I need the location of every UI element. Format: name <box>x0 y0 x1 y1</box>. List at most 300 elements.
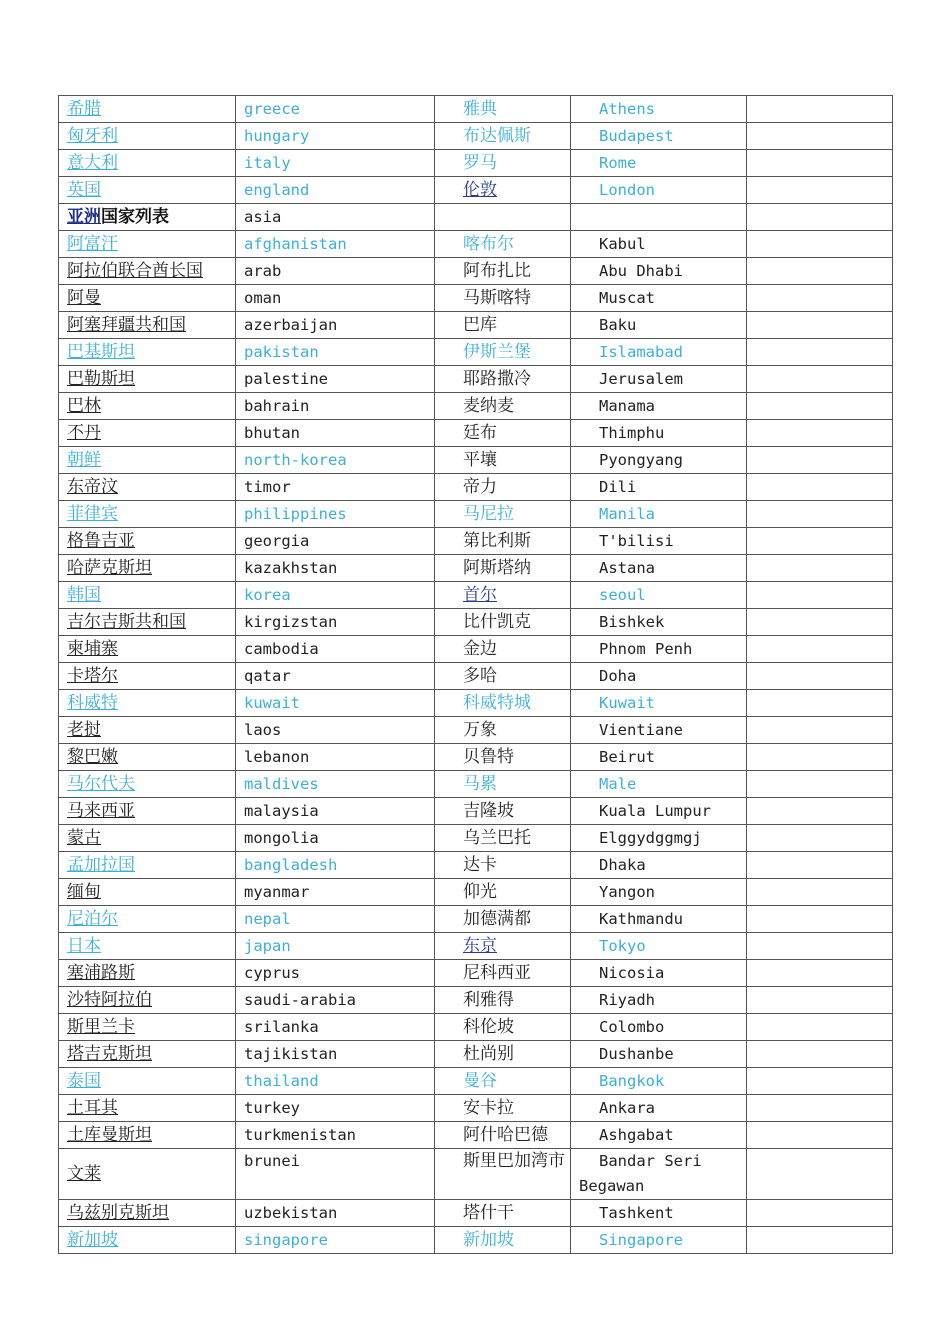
country-name-en-cell: srilanka <box>236 1014 435 1041</box>
table-row <box>59 501 893 528</box>
table-row <box>59 879 893 906</box>
country-name-cn-cell <box>59 366 236 393</box>
country-name-cn-cell <box>59 285 236 312</box>
country-name-cn-cell <box>59 474 236 501</box>
empty-cell <box>747 285 893 312</box>
continent-link[interactable]: 亚洲 <box>67 207 101 227</box>
country-name-en-cell: laos <box>236 717 435 744</box>
country-name-cn-cell <box>59 771 236 798</box>
country-name-en-cell: brunei <box>236 1149 435 1200</box>
capital-name-cn-cell: 马斯喀特 <box>435 285 571 312</box>
country-link[interactable]: 卡塔尔 <box>67 666 118 686</box>
country-link[interactable]: 阿拉伯联合酋长国 <box>67 261 203 281</box>
capital-name-cn-cell: 帝力 <box>435 474 571 501</box>
capital-name-en-cell: Dhaka <box>571 852 747 879</box>
capital-name-en-cell: Pyongyang <box>571 447 747 474</box>
capital-name-cn-cell: 耶路撒冷 <box>435 366 571 393</box>
empty-cell <box>747 771 893 798</box>
capital-name-en-cell: Kathmandu <box>571 906 747 933</box>
country-name-cn-cell <box>59 1122 236 1149</box>
capital-name-en-cell: Vientiane <box>571 717 747 744</box>
country-name-cn-cell <box>59 123 236 150</box>
country-name-en-cell: arab <box>236 258 435 285</box>
country-name-en-cell: pakistan <box>236 339 435 366</box>
capital-name-en-cell: Jerusalem <box>571 366 747 393</box>
country-link[interactable]: 意大利 <box>67 153 118 173</box>
table-row <box>59 1041 893 1068</box>
country-name-cn-cell <box>59 825 236 852</box>
table-row <box>59 258 893 285</box>
empty-cell <box>747 123 893 150</box>
capital-name-cn-cell: 布达佩斯 <box>435 123 571 150</box>
empty-cell <box>747 528 893 555</box>
country-name-cn-cell <box>59 987 236 1014</box>
capital-name-en-cell: Ashgabat <box>571 1122 747 1149</box>
capital-name-en-cell: Bangkok <box>571 1068 747 1095</box>
country-name-cn-cell <box>59 852 236 879</box>
country-name-en-cell: kirgizstan <box>236 609 435 636</box>
capital-name-cn-cell: 马累 <box>435 771 571 798</box>
table-row <box>59 1227 893 1254</box>
country-name-en-cell: nepal <box>236 906 435 933</box>
table-row <box>59 150 893 177</box>
country-name-cn-cell <box>59 636 236 663</box>
country-name-en-cell: hungary <box>236 123 435 150</box>
country-name-cn-cell <box>59 960 236 987</box>
capital-name-cn-cell: 达卡 <box>435 852 571 879</box>
capital-name-en-cell: Baku <box>571 312 747 339</box>
empty-cell <box>747 204 893 231</box>
capital-name-en-cell: Singapore <box>571 1227 747 1254</box>
table-row <box>59 123 893 150</box>
country-name-cn-cell <box>59 1095 236 1122</box>
table-row <box>59 312 893 339</box>
capital-link[interactable]: 东京 <box>463 936 497 956</box>
country-link[interactable]: 韩国 <box>67 585 101 605</box>
country-link[interactable]: 吉尔吉斯共和国 <box>67 612 186 632</box>
country-name-cn-cell <box>59 312 236 339</box>
table-row <box>59 663 893 690</box>
capital-name-en-cell: seoul <box>571 582 747 609</box>
table-row <box>59 339 893 366</box>
empty-cell <box>747 582 893 609</box>
country-link[interactable]: 哈萨克斯坦 <box>67 558 152 578</box>
country-link[interactable]: 蒙古 <box>67 828 101 848</box>
country-name-en-cell: mongolia <box>236 825 435 852</box>
country-name-cn-cell <box>59 1068 236 1095</box>
capital-name-cn-cell: 加德满都 <box>435 906 571 933</box>
country-name-cn-cell <box>59 420 236 447</box>
empty-cell <box>747 1122 893 1149</box>
country-name-cn-cell <box>59 798 236 825</box>
table-row <box>59 1200 893 1227</box>
empty-cell <box>747 231 893 258</box>
country-name-en-cell: maldives <box>236 771 435 798</box>
table-row <box>59 366 893 393</box>
country-link[interactable]: 柬埔寨 <box>67 639 118 659</box>
capital-name-en-cell: Nicosia <box>571 960 747 987</box>
capital-name-cn-cell: 利雅得 <box>435 987 571 1014</box>
table-row <box>59 609 893 636</box>
capital-name-cn-cell: 雅典 <box>435 96 571 123</box>
country-name-en-cell: cambodia <box>236 636 435 663</box>
country-link[interactable]: 土库曼斯坦 <box>67 1125 152 1145</box>
capital-name-cn-cell <box>435 177 571 204</box>
country-name-cn-cell <box>59 609 236 636</box>
capital-name-en-cell: Kabul <box>571 231 747 258</box>
table-row <box>59 474 893 501</box>
empty-cell <box>747 717 893 744</box>
country-link[interactable]: 泰国 <box>67 1071 101 1091</box>
country-link[interactable]: 马尔代夫 <box>67 774 135 794</box>
capital-name-cn-cell: 杜尚别 <box>435 1041 571 1068</box>
country-name-en-cell: oman <box>236 285 435 312</box>
country-name-en-cell: uzbekistan <box>236 1200 435 1227</box>
empty-cell <box>747 879 893 906</box>
country-link[interactable]: 不丹 <box>67 423 101 443</box>
empty-cell <box>747 609 893 636</box>
empty-cell <box>747 177 893 204</box>
country-name-cn-cell <box>59 501 236 528</box>
country-link[interactable]: 土耳其 <box>67 1098 118 1118</box>
country-link[interactable]: 巴基斯坦 <box>67 342 135 362</box>
capital-name-cn-cell: 比什凯克 <box>435 609 571 636</box>
country-name-cn-cell <box>59 933 236 960</box>
country-link[interactable]: 科威特 <box>67 693 118 713</box>
empty-cell <box>747 663 893 690</box>
capital-name-en-cell: Budapest <box>571 123 747 150</box>
table-row <box>59 933 893 960</box>
capital-name-cn-cell: 廷布 <box>435 420 571 447</box>
country-name-en-cell: kazakhstan <box>236 555 435 582</box>
country-name-en-cell: qatar <box>236 663 435 690</box>
capital-name-cn-cell: 新加坡 <box>435 1227 571 1254</box>
country-name-en-cell: myanmar <box>236 879 435 906</box>
country-link[interactable]: 菲律宾 <box>67 504 118 524</box>
country-name-cn-cell <box>59 1014 236 1041</box>
country-capital-table <box>58 95 893 1254</box>
capital-name-en-cell: Male <box>571 771 747 798</box>
country-name-en-cell: lebanon <box>236 744 435 771</box>
capital-name-en-cell: Tashkent <box>571 1200 747 1227</box>
country-name-cn-cell <box>59 1200 236 1227</box>
capital-name-en-cell: London <box>571 177 747 204</box>
table-row <box>59 420 893 447</box>
capital-name-en-cell: Beirut <box>571 744 747 771</box>
capital-name-cn-cell: 科威特城 <box>435 690 571 717</box>
country-link[interactable]: 巴勒斯坦 <box>67 369 135 389</box>
capital-name-cn-cell <box>435 582 571 609</box>
empty-cell <box>747 96 893 123</box>
country-name-en-cell: palestine <box>236 366 435 393</box>
capital-name-en-cell: Rome <box>571 150 747 177</box>
country-name-cn-cell <box>59 528 236 555</box>
table-body <box>59 96 893 1254</box>
country-link[interactable]: 文莱 <box>67 1164 101 1184</box>
capital-link[interactable]: 首尔 <box>463 585 497 605</box>
capital-name-en-cell: Islamabad <box>571 339 747 366</box>
country-link[interactable]: 日本 <box>67 936 101 956</box>
empty-cell <box>747 906 893 933</box>
country-name-cn-cell <box>59 879 236 906</box>
country-name-en-cell: azerbaijan <box>236 312 435 339</box>
country-link[interactable]: 沙特阿拉伯 <box>67 990 152 1010</box>
empty-cell <box>747 366 893 393</box>
table-row <box>59 177 893 204</box>
capital-name-en-cell: Yangon <box>571 879 747 906</box>
capital-name-en-cell <box>571 204 747 231</box>
country-link[interactable]: 阿富汗 <box>67 234 118 254</box>
country-name-en-cell: bangladesh <box>236 852 435 879</box>
country-link[interactable]: 缅甸 <box>67 882 101 902</box>
country-name-cn-cell <box>59 231 236 258</box>
country-name-cn-cell <box>59 1041 236 1068</box>
empty-cell <box>747 393 893 420</box>
country-name-en-cell: greece <box>236 96 435 123</box>
country-link[interactable]: 斯里兰卡 <box>67 1017 135 1037</box>
country-link[interactable]: 阿塞拜疆共和国 <box>67 315 186 335</box>
capital-name-cn-cell: 阿什哈巴德 <box>435 1122 571 1149</box>
capital-name-en-cell: Tokyo <box>571 933 747 960</box>
country-name-cn-cell <box>59 906 236 933</box>
table-row <box>59 636 893 663</box>
empty-cell <box>747 555 893 582</box>
country-name-en-cell: north-korea <box>236 447 435 474</box>
country-name-cn-cell <box>59 447 236 474</box>
country-name-cn-cell <box>59 555 236 582</box>
empty-cell <box>747 987 893 1014</box>
capital-name-cn-cell: 贝鲁特 <box>435 744 571 771</box>
country-capital-table-container <box>58 95 893 1254</box>
country-name-cn-cell <box>59 177 236 204</box>
country-link[interactable]: 乌兹别克斯坦 <box>67 1203 169 1223</box>
country-link[interactable]: 巴林 <box>67 396 101 416</box>
capital-name-cn-cell: 乌兰巴托 <box>435 825 571 852</box>
capital-name-en-cell: Dushanbe <box>571 1041 747 1068</box>
capital-name-cn-cell: 曼谷 <box>435 1068 571 1095</box>
table-row <box>59 906 893 933</box>
capital-name-en-cell: Athens <box>571 96 747 123</box>
country-name-cn-cell <box>59 204 236 231</box>
country-name-en-cell: georgia <box>236 528 435 555</box>
capital-name-cn-cell: 麦纳麦 <box>435 393 571 420</box>
capital-name-cn-cell: 第比利斯 <box>435 528 571 555</box>
capital-name-cn-cell: 斯里巴加湾市 <box>435 1149 571 1200</box>
country-name-cn-cell <box>59 393 236 420</box>
table-row <box>59 1149 893 1200</box>
table-row <box>59 825 893 852</box>
table-row <box>59 96 893 123</box>
country-name-en-cell: italy <box>236 150 435 177</box>
empty-cell <box>747 258 893 285</box>
empty-cell <box>747 744 893 771</box>
country-link[interactable]: 马来西亚 <box>67 801 135 821</box>
country-name-en-cell: asia <box>236 204 435 231</box>
capital-name-en-cell: Thimphu <box>571 420 747 447</box>
country-name-en-cell: tajikistan <box>236 1041 435 1068</box>
country-link[interactable]: 老挝 <box>67 720 101 740</box>
capital-name-cn-cell: 塔什干 <box>435 1200 571 1227</box>
capital-name-cn-cell: 罗马 <box>435 150 571 177</box>
capital-name-cn-cell: 伊斯兰堡 <box>435 339 571 366</box>
country-name-en-cell: malaysia <box>236 798 435 825</box>
country-link[interactable]: 塔吉克斯坦 <box>67 1044 152 1064</box>
country-name-en-cell: england <box>236 177 435 204</box>
country-link[interactable]: 格鲁吉亚 <box>67 531 135 551</box>
table-row <box>59 1095 893 1122</box>
capital-name-en-cell: Phnom Penh <box>571 636 747 663</box>
capital-name-en-cell: Bandar Seri Begawan <box>571 1149 747 1200</box>
country-name-cn-cell <box>59 1149 236 1200</box>
capital-name-cn-cell: 安卡拉 <box>435 1095 571 1122</box>
empty-cell <box>747 474 893 501</box>
country-name-en-cell: turkmenistan <box>236 1122 435 1149</box>
capital-name-en-cell: Abu Dhabi <box>571 258 747 285</box>
country-name-en-cell: bhutan <box>236 420 435 447</box>
country-link[interactable]: 新加坡 <box>67 1230 118 1250</box>
capital-name-en-cell: Riyadh <box>571 987 747 1014</box>
country-name-cn-cell <box>59 663 236 690</box>
capital-name-en-cell: T'bilisi <box>571 528 747 555</box>
country-name-cn-cell <box>59 717 236 744</box>
empty-cell <box>747 1200 893 1227</box>
capital-name-cn-cell <box>435 204 571 231</box>
capital-name-en-cell: Ankara <box>571 1095 747 1122</box>
capital-name-cn-cell: 仰光 <box>435 879 571 906</box>
country-link[interactable]: 东帝汶 <box>67 477 118 497</box>
empty-cell <box>747 960 893 987</box>
table-row <box>59 798 893 825</box>
country-name-cn-cell <box>59 96 236 123</box>
country-name-en-cell: timor <box>236 474 435 501</box>
empty-cell <box>747 420 893 447</box>
empty-cell <box>747 1149 893 1200</box>
country-name-en-cell: afghanistan <box>236 231 435 258</box>
table-row <box>59 393 893 420</box>
table-row <box>59 987 893 1014</box>
table-row <box>59 744 893 771</box>
capital-name-cn-cell: 巴库 <box>435 312 571 339</box>
country-link[interactable]: 尼泊尔 <box>67 909 118 929</box>
table-row <box>59 717 893 744</box>
empty-cell <box>747 1041 893 1068</box>
capital-name-cn-cell: 平壤 <box>435 447 571 474</box>
country-name-cn-cell <box>59 744 236 771</box>
empty-cell <box>747 150 893 177</box>
capital-name-cn-cell: 喀布尔 <box>435 231 571 258</box>
country-name-en-cell: thailand <box>236 1068 435 1095</box>
country-link[interactable]: 塞浦路斯 <box>67 963 135 983</box>
country-link[interactable]: 黎巴嫩 <box>67 747 118 767</box>
capital-name-en-cell: Kuala Lumpur <box>571 798 747 825</box>
empty-cell <box>747 312 893 339</box>
country-name-cn-cell <box>59 582 236 609</box>
capital-name-en-cell: Muscat <box>571 285 747 312</box>
country-name-en-cell: turkey <box>236 1095 435 1122</box>
capital-link[interactable]: 伦敦 <box>463 180 497 200</box>
capital-name-cn-cell: 金边 <box>435 636 571 663</box>
table-row <box>59 690 893 717</box>
country-name-cn-cell <box>59 690 236 717</box>
capital-name-en-cell: Colombo <box>571 1014 747 1041</box>
capital-name-cn-cell: 万象 <box>435 717 571 744</box>
capital-name-en-cell: Elggydggmgj <box>571 825 747 852</box>
table-row <box>59 1068 893 1095</box>
country-name-cn-cell <box>59 339 236 366</box>
empty-cell <box>747 690 893 717</box>
empty-cell <box>747 1227 893 1254</box>
empty-cell <box>747 798 893 825</box>
table-row <box>59 204 893 231</box>
capital-name-en-cell: Manila <box>571 501 747 528</box>
capital-name-cn-cell: 吉隆坡 <box>435 798 571 825</box>
table-row <box>59 555 893 582</box>
capital-name-en-cell: Manama <box>571 393 747 420</box>
country-name-cn-cell <box>59 1227 236 1254</box>
capital-name-cn-cell: 马尼拉 <box>435 501 571 528</box>
table-row <box>59 285 893 312</box>
country-name-en-cell: japan <box>236 933 435 960</box>
country-link[interactable]: 孟加拉国 <box>67 855 135 875</box>
country-link[interactable]: 朝鲜 <box>67 450 101 470</box>
country-link[interactable]: 阿曼 <box>67 288 101 308</box>
empty-cell <box>747 852 893 879</box>
table-row <box>59 582 893 609</box>
capital-name-cn-cell: 尼科西亚 <box>435 960 571 987</box>
country-link[interactable]: 匈牙利 <box>67 126 118 146</box>
country-name-cn-cell <box>59 258 236 285</box>
country-name-cn-cell <box>59 150 236 177</box>
empty-cell <box>747 933 893 960</box>
table-row <box>59 960 893 987</box>
capital-name-en-cell: Bishkek <box>571 609 747 636</box>
empty-cell <box>747 447 893 474</box>
country-name-en-cell: saudi-arabia <box>236 987 435 1014</box>
empty-cell <box>747 339 893 366</box>
capital-name-cn-cell: 多哈 <box>435 663 571 690</box>
table-row <box>59 231 893 258</box>
country-name-en-cell: bahrain <box>236 393 435 420</box>
empty-cell <box>747 1014 893 1041</box>
table-row <box>59 528 893 555</box>
capital-name-cn-cell: 阿斯塔纳 <box>435 555 571 582</box>
empty-cell <box>747 636 893 663</box>
capital-name-cn-cell: 科伦坡 <box>435 1014 571 1041</box>
country-link[interactable]: 英国 <box>67 180 101 200</box>
capital-name-en-cell: Astana <box>571 555 747 582</box>
empty-cell <box>747 825 893 852</box>
country-link[interactable]: 希腊 <box>67 99 101 119</box>
empty-cell <box>747 1095 893 1122</box>
table-row <box>59 447 893 474</box>
capital-name-en-cell: Dili <box>571 474 747 501</box>
country-name-en-cell: kuwait <box>236 690 435 717</box>
country-name-en-cell: singapore <box>236 1227 435 1254</box>
country-name-en-cell: philippines <box>236 501 435 528</box>
empty-cell <box>747 1068 893 1095</box>
table-row <box>59 771 893 798</box>
capital-name-cn-cell: 阿布扎比 <box>435 258 571 285</box>
capital-name-en-cell: Doha <box>571 663 747 690</box>
table-row <box>59 1122 893 1149</box>
empty-cell <box>747 501 893 528</box>
table-row <box>59 852 893 879</box>
country-name-en-cell: korea <box>236 582 435 609</box>
heading-text: 国家列表 <box>101 207 169 227</box>
table-row <box>59 1014 893 1041</box>
capital-name-en-cell: Kuwait <box>571 690 747 717</box>
capital-name-cn-cell <box>435 933 571 960</box>
